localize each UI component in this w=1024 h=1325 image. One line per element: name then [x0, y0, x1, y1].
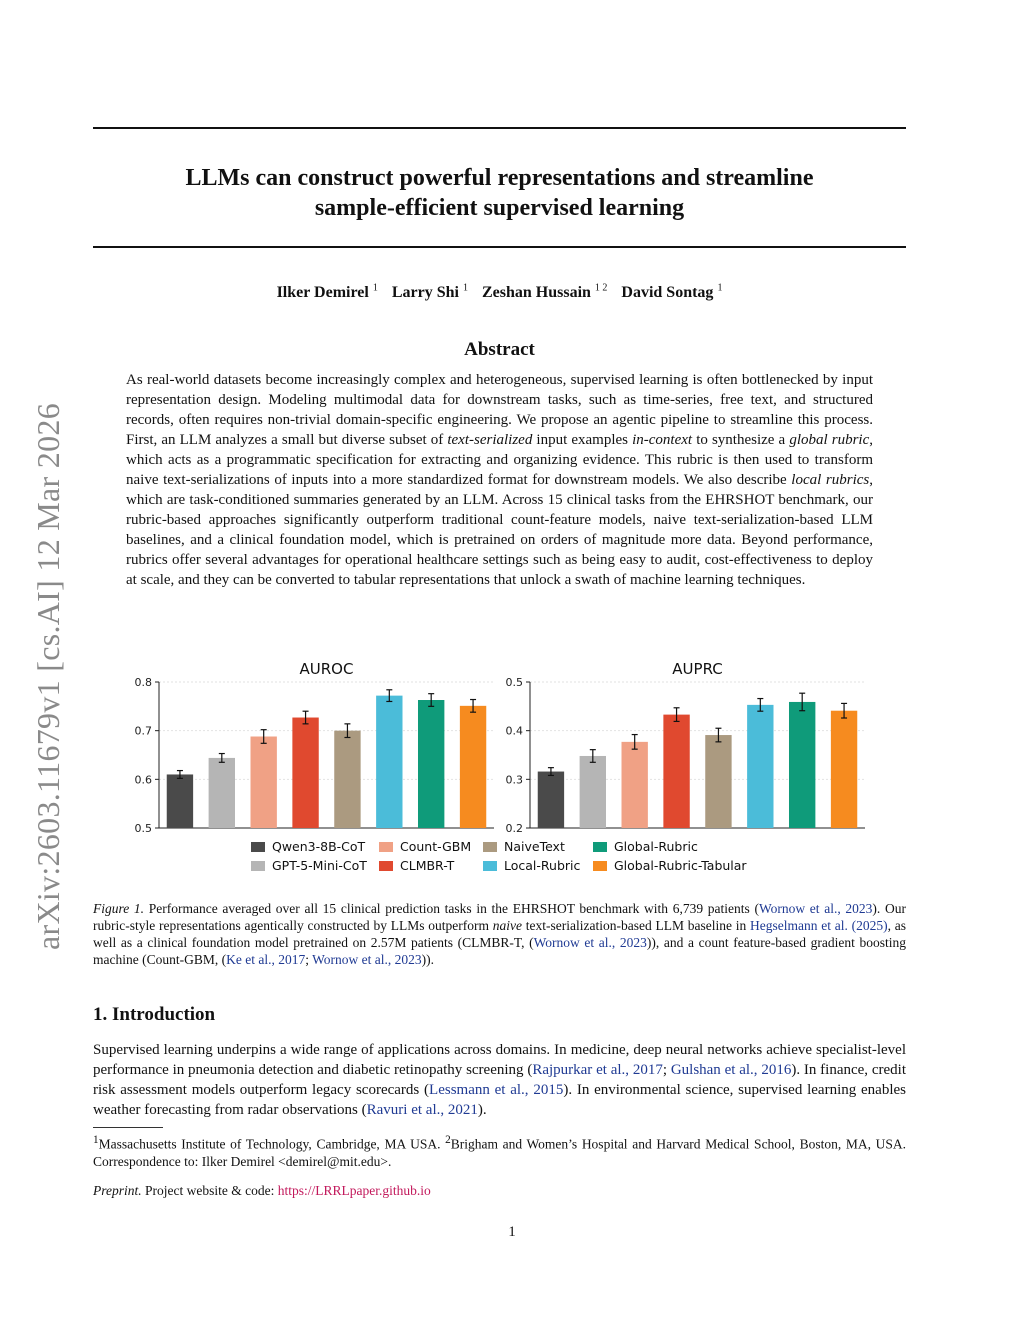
- bar-local-rubric: [747, 705, 773, 828]
- bar-local-rubric: [376, 696, 402, 828]
- title-line-2: sample-efficient supervised learning: [314, 195, 685, 221]
- chart-title: AUPRC: [672, 660, 723, 678]
- figure-1-chart: [93, 650, 906, 890]
- legend-label: Global-Rubric-Tabular: [614, 858, 747, 873]
- y-tick-label: 0.5: [505, 676, 523, 689]
- author: David Sontag $^1$: [621, 283, 723, 302]
- bar-clmbr-t: [663, 715, 689, 828]
- project-website-link[interactable]: https://LRRLpaper.github.io: [277, 1183, 431, 1198]
- citation-link[interactable]: Rajpurkar et al., 2017: [532, 1062, 663, 1078]
- abstract-text: As real-world datasets become increasingly complex and heterogeneous, supervised learning is often bottlenecked by input representation design. Modeling multimodal data for downstream tasks, such as time-series, free text, and structured records, often requires non-trivial domain-specific engineering. We propose an agentic pipeline to streamline this process. First, an LLM analyzes a small but diverse subset of text-serialized input examples in-context to synthesize a global rubric, which acts as a programmatic specification for extracting and organizing evidence. This rubric is then used to transform naive text-serializations of inputs into a more standardized format for downstream models. We also describe local rubrics, which are task-conditioned summaries generated by an LLM. Across 15 clinical tasks from the EHRSHOT benchmark, our rubric-based approaches significantly outperform traditional count-feature models, naive text-serialization-based LLM baselines, and a clinical foundation model, which is pretrained on orders of magnitude more data. Beyond performance, rubrics offer several advantages for operational healthcare settings such as being easy to audit, cost-effectiveness to deploy at scale, and they can be converted to tabular representations that unlock a swath of machine learning techniques.: [126, 372, 873, 588]
- bar-count-gbm: [250, 737, 276, 828]
- footnote-rule: [93, 1127, 163, 1128]
- citation-link[interactable]: Wornow et al., 2023: [758, 901, 873, 916]
- figure-caption: Figure 1. Performance averaged over all 15 clinical prediction tasks in the EHRSHOT benchmark with 6,739 patients (Wornow et al., 2023). Our rubric-style representations agentically constructed by LLMs outperform naive text-serialization-based LLM baseline in Hegselmann et al. (2025), as well as a clinical foundation model pretrained on 2.57M patients (CLMBR-T, (Wornow et al., 2023)), and a count feature-based gradient boosting machine (Count-GBM, (Ke et al., 2017; Wornow et al., 2023)).: [93, 901, 907, 967]
- title-line-1: LLMs can construct powerful representations and streamline: [185, 165, 814, 191]
- legend-label: CLMBR-T: [400, 858, 455, 873]
- citation-link[interactable]: Gulshan et al., 2016: [670, 1062, 792, 1078]
- legend-label: NaiveText: [504, 839, 565, 854]
- bar-global-rubric-tabular: [460, 706, 486, 828]
- bar-naivetext: [334, 731, 360, 828]
- legend-swatch: [483, 861, 497, 871]
- legend-swatch: [593, 842, 607, 852]
- author: Zeshan Hussain $^{1 2}$: [481, 283, 608, 302]
- y-tick-label: 0.8: [134, 676, 152, 689]
- arxiv-identifier: arXiv:2603.11679v1 [cs.AI] 12 Mar 2026: [30, 402, 66, 950]
- bar-count-gbm: [621, 742, 647, 828]
- citation-link[interactable]: Hegselmann et al. (2025): [749, 918, 888, 933]
- author: Ilker Demirel $^1$: [276, 283, 378, 302]
- title-bottom-rule: [93, 246, 906, 248]
- bar-qwen3-8b-cot: [538, 772, 564, 828]
- preprint-note: Preprint. Project website & code: https://LRRLpaper.github.io: [93, 1183, 431, 1198]
- citation-link[interactable]: Wornow et al., 2023: [533, 935, 647, 950]
- legend-label: Local-Rubric: [504, 858, 581, 873]
- citation-link[interactable]: Wornow et al., 2023: [312, 952, 422, 967]
- author: Larry Shi $^1$: [391, 283, 468, 302]
- y-tick-label: 0.5: [134, 822, 152, 835]
- bar-global-rubric: [789, 702, 815, 828]
- figure-1: [93, 650, 906, 890]
- legend-label: Qwen3-8B-CoT: [272, 839, 366, 854]
- legend-swatch: [251, 861, 265, 871]
- bar-gpt-5-mini-cot: [580, 756, 606, 828]
- section-heading-introduction: 1. Introduction: [93, 1004, 216, 1025]
- bar-global-rubric-tabular: [831, 711, 857, 828]
- citation-link[interactable]: Ravuri et al., 2021: [366, 1102, 478, 1118]
- y-tick-label: 0.4: [505, 724, 523, 738]
- bar-clmbr-t: [292, 718, 318, 828]
- introduction-paragraph: Supervised learning underpins a wide range of applications across domains. In medicine, deep neural networks achieve specialist-level performance in pneumonia detection and diabetic retinopathy screening (Rajpurkar et al., 2017; Gulshan et al., 2016). In finance, credit risk assessment models outperform legacy scorecards (Lessmann et al., 2015). In environmental science, supervised learning enables weather forecasting from radar observations (Ravuri et al., 2021).: [93, 1042, 906, 1118]
- legend-swatch: [483, 842, 497, 852]
- legend-swatch: [379, 842, 393, 852]
- footnote: $^1$Massachusetts Institute of Technology, Cambridge, MA USA. $^2$Brigham and Women’s Hospital and Harvard Medical School, Boston, MA, USA. Correspondence to: Ilker Demirel <demirel@mit.edu>.: [93, 1134, 906, 1169]
- legend-swatch: [251, 842, 265, 852]
- legend-label: GPT-5-Mini-CoT: [272, 858, 367, 873]
- y-tick-label: 0.7: [134, 724, 152, 738]
- title-top-rule: [93, 127, 906, 129]
- legend-swatch: [593, 861, 607, 871]
- legend-swatch: [379, 861, 393, 871]
- paper-title: [93, 163, 906, 223]
- bar-naivetext: [705, 735, 731, 828]
- bar-gpt-5-mini-cot: [209, 758, 235, 828]
- page-number: 1: [508, 1224, 516, 1240]
- y-tick-label: 0.2: [505, 822, 523, 835]
- citation-link[interactable]: Lessmann et al., 2015: [429, 1082, 564, 1098]
- bar-qwen3-8b-cot: [167, 774, 193, 828]
- y-tick-label: 0.3: [505, 773, 523, 787]
- y-tick-label: 0.6: [134, 773, 152, 787]
- legend-label: Global-Rubric: [614, 839, 698, 854]
- chart-title: AUROC: [299, 660, 354, 678]
- legend-label: Count-GBM: [400, 839, 472, 854]
- abstract-heading: Abstract: [464, 339, 535, 360]
- bar-global-rubric: [418, 700, 444, 828]
- citation-link[interactable]: Ke et al., 2017: [226, 952, 306, 967]
- author-list: [93, 283, 906, 302]
